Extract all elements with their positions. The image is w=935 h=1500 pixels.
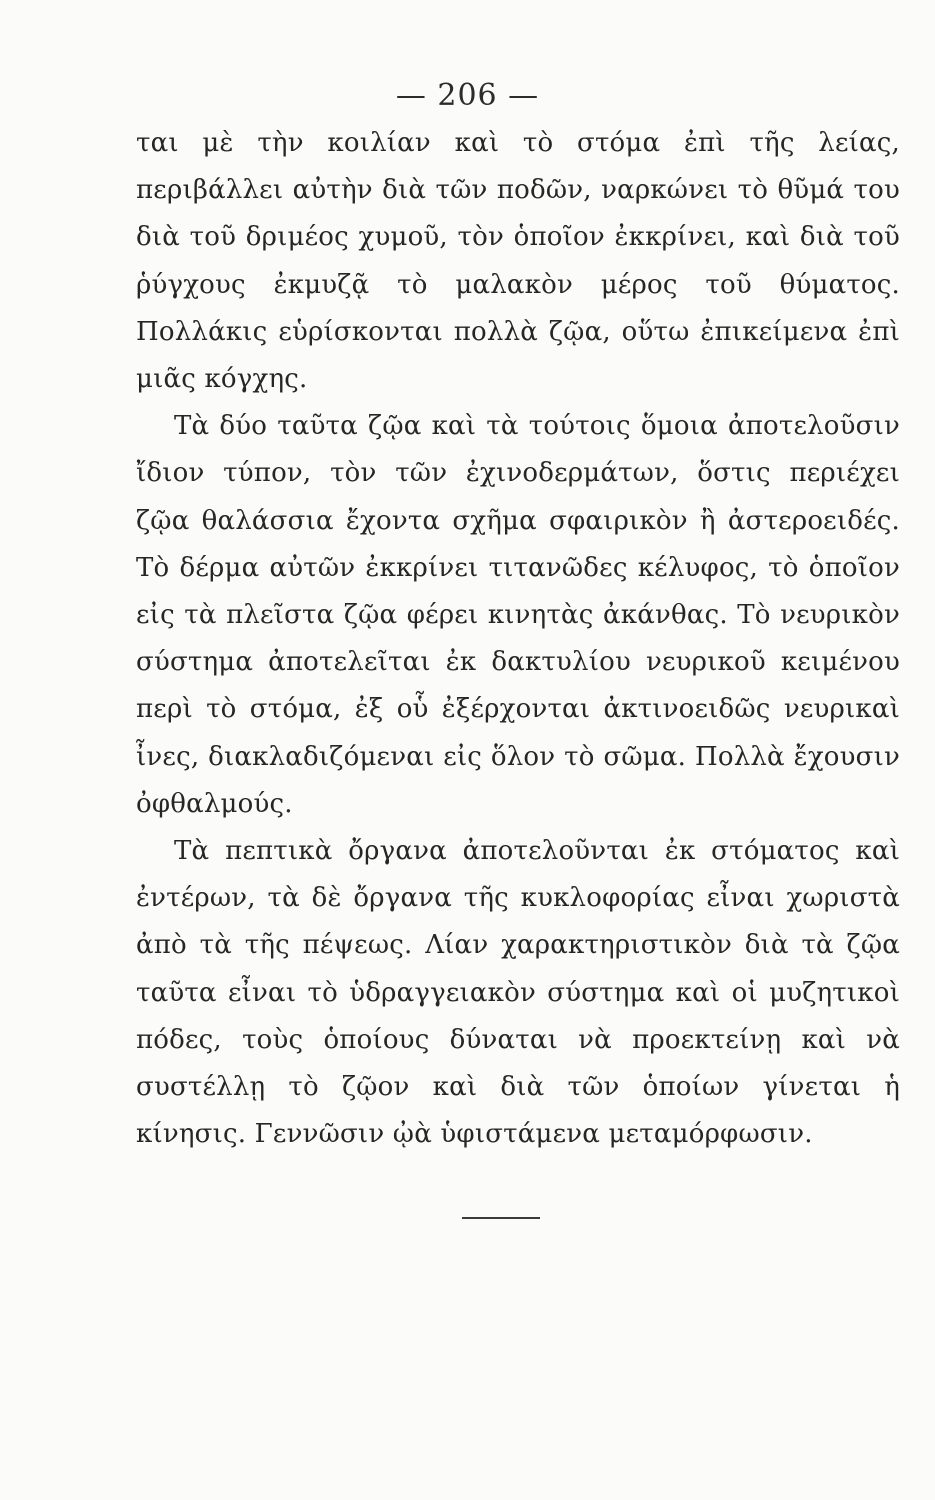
section-end-rule bbox=[462, 1217, 540, 1219]
paragraph-echinoderms: Τὰ δύο ταῦτα ζῷα καὶ τὰ τούτοις ὅμοια ἀποτελοῦσιν ἴδιον τύπον, τὸν τῶν ἐχινοδερμάτων, ὅστις περιέχει ζῷα θαλάσσια ἔχοντα σχῆμα σφαιρικὸν ἢ ἀστεροειδές. Τὸ δέρμα αὐτῶν ἐκκρίνει τιτανῶδες κέλυφος, τὸ ὁποῖον εἰς τὰ πλεῖστα ζῷα φέρει κινητὰς ἀκάνθας. Τὸ νευρικὸν σύστημα ἀποτελεῖται ἐκ δακτυλίου νευρικοῦ κειμένου περὶ τὸ στόμα, ἐξ οὗ ἐξέρχονται ἀκτινοειδῶς νευρικαὶ ἶνες, διακλαδιζόμεναι εἰς ὅλον τὸ σῶμα. Πολλὰ ἔχουσιν ὀφθαλμούς. bbox=[136, 411, 900, 819]
page-body-text bbox=[136, 120, 900, 1158]
paragraph-digestive-organs: Τὰ πεπτικὰ ὄργανα ἀποτελοῦνται ἐκ στόματος καὶ ἐντέρων, τὰ δὲ ὄργανα τῆς κυκλοφορίας εἶναι χωριστὰ ἀπὸ τὰ τῆς πέψεως. Λίαν χαρακτηριστικὸν διὰ τὰ ζῷα ταῦτα εἶναι τὸ ὑδραγγειακὸν σύστημα καὶ οἱ μυζητικοὶ πόδες, τοὺς ὁποίους δύναται νὰ προεκτείνῃ καὶ νὰ συστέλλῃ τὸ ζῷον καὶ διὰ τῶν ὁποίων γίνεται ἡ κίνησις. Γεννῶσιν ᾠὰ ὑφιστάμενα μεταμόρφωσιν. bbox=[136, 836, 900, 1150]
page-number: — 206 — bbox=[395, 78, 540, 113]
paragraph-continuation: ται μὲ τὴν κοιλίαν καὶ τὸ στόμα ἐπὶ τῆς λείας, περιβάλλει αὐτὴν διὰ τῶν ποδῶν, ναρκώνει τὸ θῦμά του διὰ τοῦ δριμέος χυμοῦ, τὸν ὁποῖον ἐκκρίνει, καὶ διὰ τοῦ ῥύγχους ἐκμυζᾷ τὸ μαλακὸν μέρος τοῦ θύματος. Πολλάκις εὑρίσκονται πολλὰ ζῷα, οὕτω ἐπικείμενα ἐπὶ μιᾶς κόγχης. bbox=[136, 128, 900, 395]
